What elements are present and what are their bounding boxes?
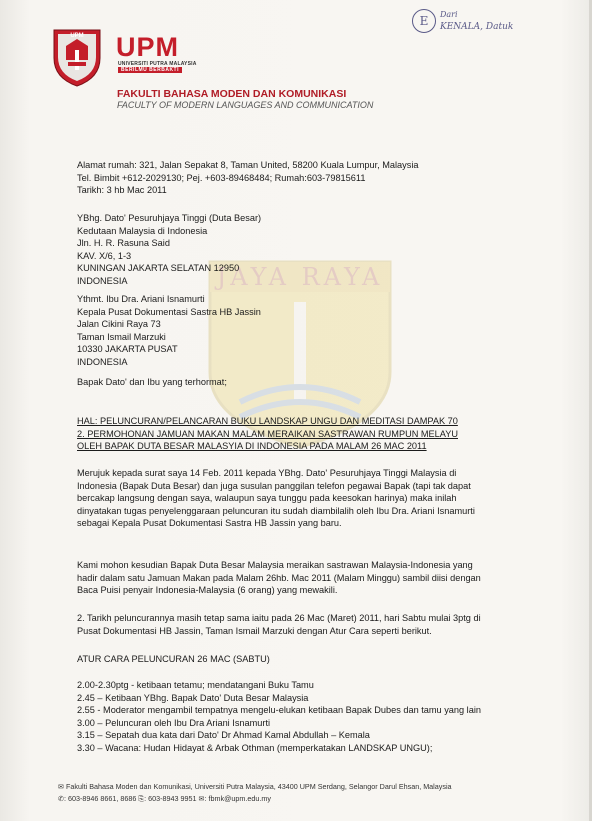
agenda-item: 3.00 – Peluncuran oleh Ibu Dra Ariani Isnamurti <box>77 717 271 728</box>
recipient1-line: KAV. X/6, 1-3 <box>77 250 132 261</box>
recipient1-line: YBhg. Dato' Pesuruhjaya Tinggi (Duta Besar) <box>77 213 262 223</box>
faculty-name-malay: FAKULTI BAHASA MODEN DAN KOMUNIKASI <box>117 88 347 100</box>
subject-line: 2. PERMOHONAN JAMUAN MAKAN MALAM MERAIKAN SASTRAWAN RUMPUN MELAYU <box>77 428 458 439</box>
footer-email: : fbmk@upm.edu.my <box>204 794 271 803</box>
mail-icon: ✉ <box>58 782 65 791</box>
paragraph-3 <box>77 612 481 637</box>
agenda-item: 3.15 – Sepatah dua kata dari Dato' Dr Ahmad Kamal Abdullah – Kemala <box>77 730 370 740</box>
footer-address-text: Fakulti Bahasa Moden dan Komunikasi, Universiti Putra Malaysia, 43400 UPM Serdang, Selangor Darul Ehsan, Malaysia <box>66 782 452 791</box>
recipient2-line: Jalan Cikini Raya 73 <box>77 319 161 329</box>
upm-crest-logo <box>46 28 108 88</box>
footer-address <box>58 782 452 791</box>
footer-contacts <box>58 794 271 804</box>
paragraph-line: 2. Tarikh peluncurannya masih tetap sama iaitu pada 26 Mac (Maret) 2011, hari Sabtu mulai 3ptg di <box>77 613 481 623</box>
paragraph-line: bercakap langsung dengan saya, walaupun saya tunggu pada keesokan harinya) maka inilah <box>77 493 457 503</box>
agenda-title-text: ATUR CARA PELUNCURAN 26 MAC (SABTU) <box>77 654 270 664</box>
agenda-list <box>77 679 481 754</box>
subject-line: OLEH BAPAK DUTA BESAR MALASYIA DI INDONESIA PADA MALAM 26 MAC 2011 <box>77 441 427 451</box>
email-icon: ✉ <box>198 794 205 803</box>
recipient2-line: Taman Ismail Marzuki <box>77 331 166 342</box>
handwritten-note-line2: KENALA, Datuk <box>440 22 514 32</box>
paragraph-line: Indonesia (Bapak Duta Besar) dan juga susulan panggilan telefon pegawai Bapak (tapi tak dapat <box>77 480 471 491</box>
brand-university-name: UNIVERSITI PUTRA MALAYSIA <box>118 61 197 67</box>
paragraph-line: sebagai Kepala Pusat Dokumentasi Sastra HB Jassin yang baru. <box>77 518 342 528</box>
salutation <box>77 376 227 389</box>
recipient2-line: Ythmt. Ibu Dra. Ariani Isnamurti <box>77 294 205 304</box>
paragraph-line: Merujuk kepada surat saya 14 Feb. 2011 kepada YBhg. Dato' Pesuruhjaya Tinggi Malaysia di <box>77 468 457 478</box>
sender-address: Alamat rumah: 321, Jalan Sepakat 8, Taman United, 58200 Kuala Lumpur, Malaysia <box>77 160 419 170</box>
recipient2-line: INDONESIA <box>77 356 128 367</box>
faculty-name-english: FACULTY OF MODERN LANGUAGES AND COMMUNICATION <box>117 100 374 110</box>
paragraph-2 <box>77 559 481 597</box>
paragraph-line: Pusat Dokumentasi HB Jassin, Taman Ismail Marzuki dengan Atur Cara seperti berikut. <box>77 625 432 636</box>
watermark-text: JAYA RAYA <box>216 263 384 291</box>
footer-phone: : 603-8946 8661, 8686 <box>64 794 137 803</box>
paragraph-line: Baca Puisi penyair Indonesia-Malaysia (6 orang) yang mewakili. <box>77 585 338 595</box>
handwritten-circled-letter: E <box>412 9 436 33</box>
paragraph-line: Kami mohon kesudian Bapak Duta Besar Malaysia meraikan sastrawan Malaysia-Indonesia yang <box>77 560 473 570</box>
fax-icon: ⎘ <box>138 794 145 803</box>
agenda-item: 3.30 – Wacana: Hudan Hidayat & Arbak Othman (memperkatakan LANDSKAP UNGU); <box>77 742 433 753</box>
agenda-item: 2.55 - Moderator mengambil tempatnya mengelu-elukan ketibaan Bapak Dubes dan tamu yang lain <box>77 705 481 715</box>
subject-block <box>77 415 458 453</box>
agenda-heading <box>77 653 270 666</box>
agenda-item: 2.00-2.30ptg - ketibaan tetamu; mendatangani Buku Tamu <box>77 680 314 690</box>
recipient-block-2 <box>77 293 261 368</box>
crest-text: UPM <box>70 33 84 39</box>
recipient1-line: Jln. H. R. Rasuna Said <box>77 238 170 248</box>
agenda-item: 2.45 – Ketibaan YBhg. Bapak Dato' Duta Besar Malaysia <box>77 692 309 703</box>
sender-address-block <box>77 159 419 197</box>
phone-icon: ✆ <box>58 794 65 803</box>
handwritten-note-line1: Dari <box>440 10 458 19</box>
brand-motto: BERILMU BERBAKTI <box>118 67 182 73</box>
recipient-block-1 <box>77 212 261 287</box>
recipient1-line: INDONESIA <box>77 275 128 286</box>
recipient1-line: KUNINGAN JAKARTA SELATAN 12950 <box>77 263 240 273</box>
subject-line: HAL: PELUNCURAN/PELANCARAN BUKU LANDSKAP UNGU DAN MEDITASI DAMPAK 70 <box>77 416 458 426</box>
brand-wordmark: UPM <box>116 32 179 62</box>
paragraph-line: hadir dalam satu Jamuan Makan pada Malam 26hb. Mac 2011 (Malam Minggu) sambil diisi dengan <box>77 572 481 583</box>
recipient2-line: Kepala Pusat Dokumentasi Sastra HB Jassin <box>77 306 261 317</box>
recipient1-line: Kedutaan Malaysia di Indonesia <box>77 225 208 236</box>
sender-phone: Tel. Bimbit +612-2029130; Pej. +603-89468484; Rumah:603-79815611 <box>77 172 366 183</box>
recipient2-line: 10330 JAKARTA PUSAT <box>77 344 178 354</box>
footer-fax: : 603-8943 9951 <box>144 794 197 803</box>
paragraph-1 <box>77 467 475 530</box>
paragraph-line: dinyatakan tugas penyelenggaraan peluncuran itu sudah diambilalih oleh Ibu Dra. Ariani Isnamurti <box>77 505 475 516</box>
salutation-text: Bapak Dato' dan Ibu yang terhormat; <box>77 377 227 387</box>
letter-date: Tarikh: 3 hb Mac 2011 <box>77 185 167 195</box>
